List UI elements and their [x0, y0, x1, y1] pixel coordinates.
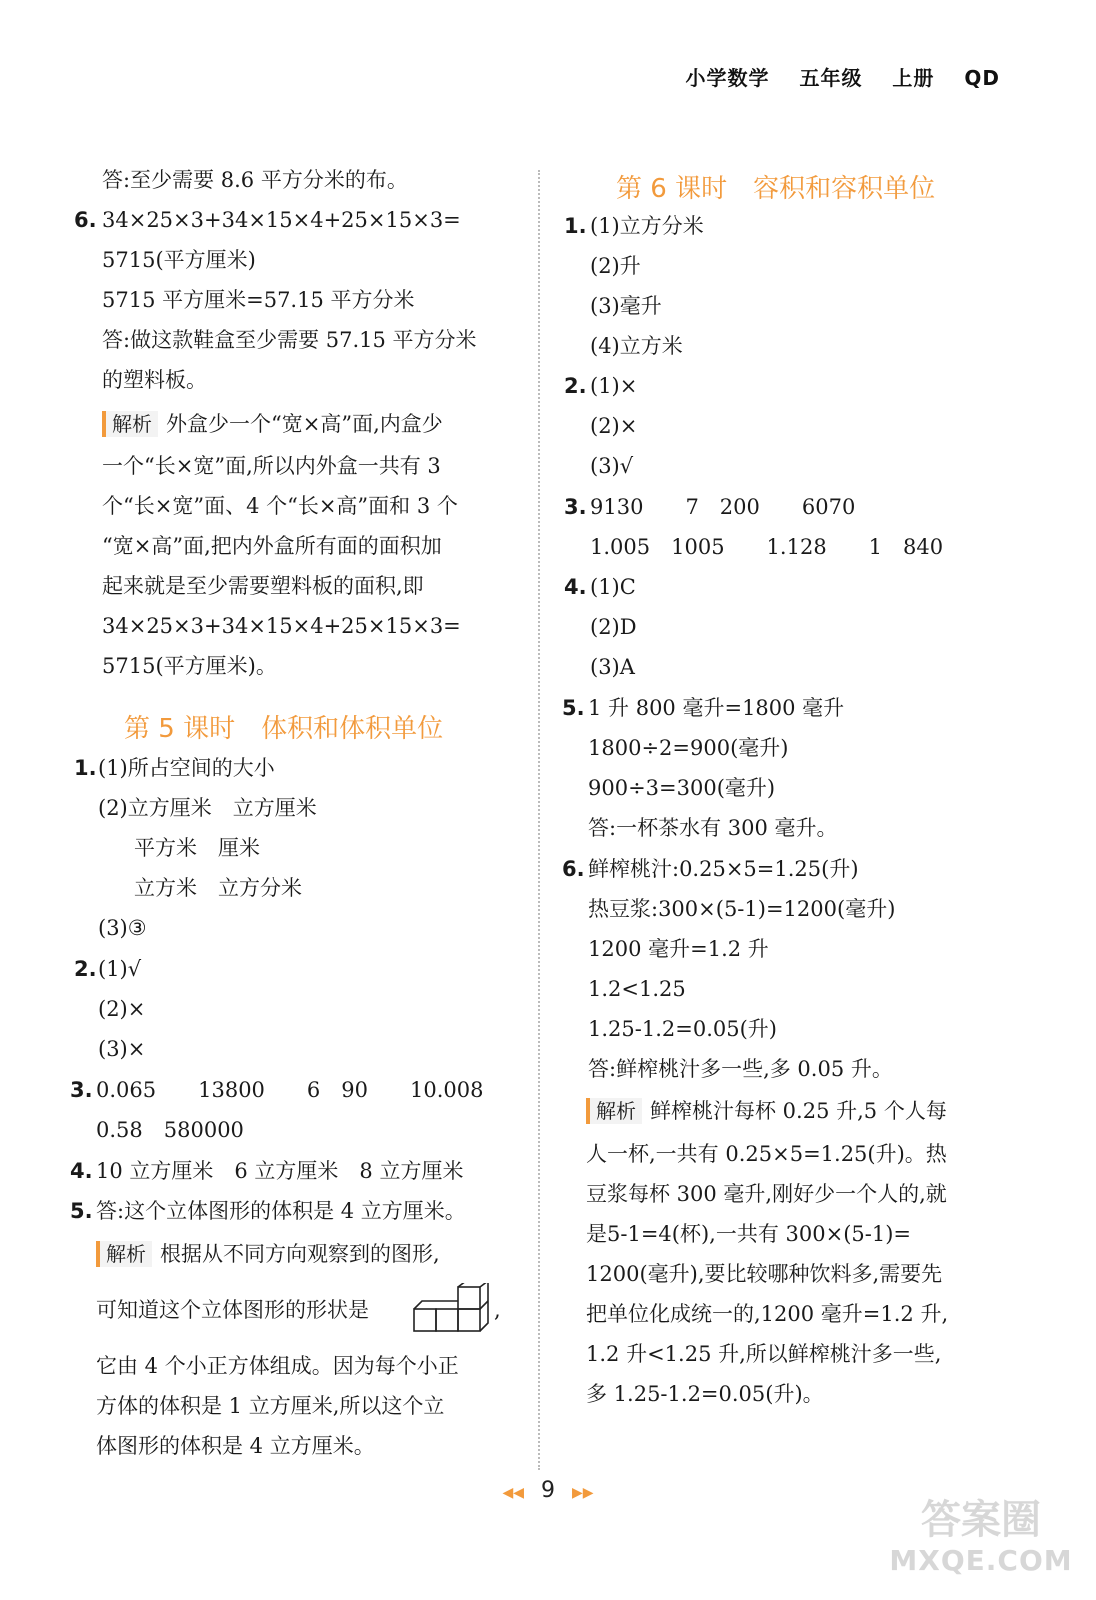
- answer-line: 9130 7 200 6070: [590, 495, 856, 519]
- answer-line: (3)×: [98, 1037, 146, 1061]
- answer-line: (4)立方米: [590, 334, 683, 358]
- answer-line: (2)×: [590, 414, 638, 438]
- answer-line: 鲜榨桃汁:0.25×5=1.25(升): [588, 857, 859, 881]
- question-number: 3.: [70, 1078, 93, 1102]
- answer-line: 1.25-1.2=0.05(升): [588, 1017, 777, 1041]
- question-number: 6.: [562, 857, 585, 881]
- question-number: 1.: [74, 756, 97, 780]
- page-header: [663, 62, 1000, 91]
- analysis-text: 外盒少一个“宽×高”面,内盒少: [166, 412, 443, 436]
- answer-line: 1.2<1.25: [588, 977, 686, 1001]
- analysis-line: [96, 1296, 369, 1324]
- analysis-text: 可知道这个立体图形的形状是: [96, 1298, 369, 1322]
- analysis-tag: 解析: [586, 1098, 642, 1124]
- analysis-text: ,: [494, 1298, 501, 1322]
- analysis-line: [586, 1097, 947, 1125]
- analysis-line: 方体的体积是 1 立方厘米,所以这个立: [96, 1394, 445, 1418]
- analysis-line: 它由 4 个小正方体组成。因为每个小正: [96, 1354, 459, 1378]
- question-number: 3.: [564, 495, 587, 519]
- analysis-tag: 解析: [102, 411, 158, 437]
- answer-line: 答:一杯茶水有 300 毫升。: [588, 816, 838, 840]
- answer-line: 0.58 580000: [96, 1118, 244, 1142]
- analysis-text: 鲜榨桃汁每杯 0.25 升,5 个人每: [650, 1099, 947, 1123]
- analysis-line: 个“长×宽”面、4 个“长×高”面和 3 个: [102, 494, 458, 518]
- analysis-line: 1.2 升<1.25 升,所以鲜榨桃汁多一些,: [586, 1342, 942, 1366]
- question-number: 2.: [74, 957, 97, 981]
- analysis-line: [102, 410, 443, 438]
- question-number: 2.: [564, 374, 587, 398]
- answer-line: (2)D: [590, 615, 637, 639]
- answer-line: 热豆浆:300×(5-1)=1200(毫升): [588, 897, 896, 921]
- answer-line: (3)毫升: [590, 294, 662, 318]
- question-number: 4.: [70, 1159, 93, 1183]
- answer-line: 平方米 厘米: [134, 836, 260, 860]
- answer-line: (1)立方分米: [590, 214, 704, 238]
- answer-line: (1)×: [590, 374, 638, 398]
- answer-line: (2)×: [98, 997, 146, 1021]
- header-grade: 五年级: [799, 66, 863, 90]
- page-number: 9: [541, 1478, 555, 1503]
- answer-line: (3)③: [98, 916, 147, 940]
- header-subject: 小学数学: [685, 66, 770, 90]
- question-number: 5.: [70, 1199, 93, 1223]
- question-number: 5.: [562, 696, 585, 720]
- answer-line: (1)C: [590, 575, 636, 599]
- answer-line: (3)A: [590, 655, 635, 679]
- answer-line: 答:鲜榨桃汁多一些,多 0.05 升。: [588, 1057, 893, 1081]
- analysis-line: 豆浆每杯 300 毫升,刚好少一个人的,就: [586, 1182, 947, 1206]
- answer-line: 34×25×3+34×15×4+25×15×3=: [102, 208, 461, 232]
- answer-line: (2)升: [590, 254, 641, 278]
- analysis-line: 34×25×3+34×15×4+25×15×3=: [102, 614, 461, 638]
- analysis-line: 一个“长×宽”面,所以内外盒一共有 3: [102, 454, 441, 478]
- answer-line: 1 升 800 毫升=1800 毫升: [588, 696, 845, 720]
- answer-line: 5715 平方厘米=57.15 平方分米: [102, 288, 415, 312]
- header-edition: QD: [964, 66, 1000, 90]
- column-divider: [538, 170, 540, 1470]
- header-volume: 上册: [892, 66, 935, 90]
- answer-line: (1)√: [98, 957, 142, 981]
- answer-line: 1.005 1005 1.128 1 840: [590, 535, 944, 559]
- next-page-icon[interactable]: ▶▶: [572, 1485, 594, 1501]
- analysis-line: [96, 1240, 440, 1268]
- question-number: 1.: [564, 214, 587, 238]
- analysis-line: 5715(平方厘米)。: [102, 654, 277, 678]
- prev-page-icon[interactable]: ◀◀: [502, 1485, 524, 1501]
- answer-line: (1)所占空间的大小: [98, 756, 275, 780]
- analysis-line: 体图形的体积是 4 立方厘米。: [96, 1434, 375, 1458]
- analysis-text: 根据从不同方向观察到的图形,: [160, 1242, 440, 1266]
- answer-line: 的塑料板。: [102, 368, 207, 392]
- analysis-line: 是5-1=4(杯),一共有 300×(5-1)=: [586, 1222, 911, 1246]
- answer-line: 答:做这款鞋盒至少需要 57.15 平方分米: [102, 328, 477, 352]
- answer-line: 1200 毫升=1.2 升: [588, 937, 769, 961]
- analysis-line: 1200(毫升),要比较哪种饮料多,需要先: [586, 1262, 943, 1286]
- answer-line: 900÷3=300(毫升): [588, 776, 776, 800]
- answer-line: 0.065 13800 6 90 10.008: [96, 1078, 484, 1102]
- answer-line: (3)√: [590, 454, 634, 478]
- analysis-line: 多 1.25-1.2=0.05(升)。: [586, 1382, 824, 1406]
- analysis-tag: 解析: [96, 1241, 152, 1267]
- watermark-text: 答案圈: [921, 1497, 1041, 1543]
- analysis-line: 人一杯,一共有 0.25×5=1.25(升)。热: [586, 1142, 947, 1166]
- question-number: 6.: [74, 208, 97, 232]
- question-number: 4.: [564, 575, 587, 599]
- section-title-lesson6: 第 6 课时 容积和容积单位: [616, 174, 936, 204]
- analysis-line: 起来就是至少需要塑料板的面积,即: [102, 574, 424, 598]
- answer-line: 5715(平方厘米): [102, 248, 256, 272]
- answer-line: 立方米 立方分米: [134, 876, 302, 900]
- analysis-line: 把单位化成统一的,1200 毫升=1.2 升,: [586, 1302, 949, 1326]
- watermark-url: MXQE.COM: [889, 1544, 1073, 1577]
- watermark-logo: [886, 1496, 1076, 1596]
- cube-figure-icon: [410, 1283, 494, 1339]
- answer-line: 答:这个立体图形的体积是 4 立方厘米。: [96, 1199, 466, 1223]
- section-title-lesson5: 第 5 课时 体积和体积单位: [124, 714, 444, 744]
- analysis-line: “宽×高”面,把内外盒所有面的面积加: [102, 534, 442, 558]
- answer-line: 答:至少需要 8.6 平方分米的布。: [102, 168, 408, 192]
- answer-line: 1800÷2=900(毫升): [588, 736, 789, 760]
- answer-line: 10 立方厘米 6 立方厘米 8 立方厘米: [96, 1159, 464, 1183]
- answer-line: (2)立方厘米 立方厘米: [98, 796, 317, 820]
